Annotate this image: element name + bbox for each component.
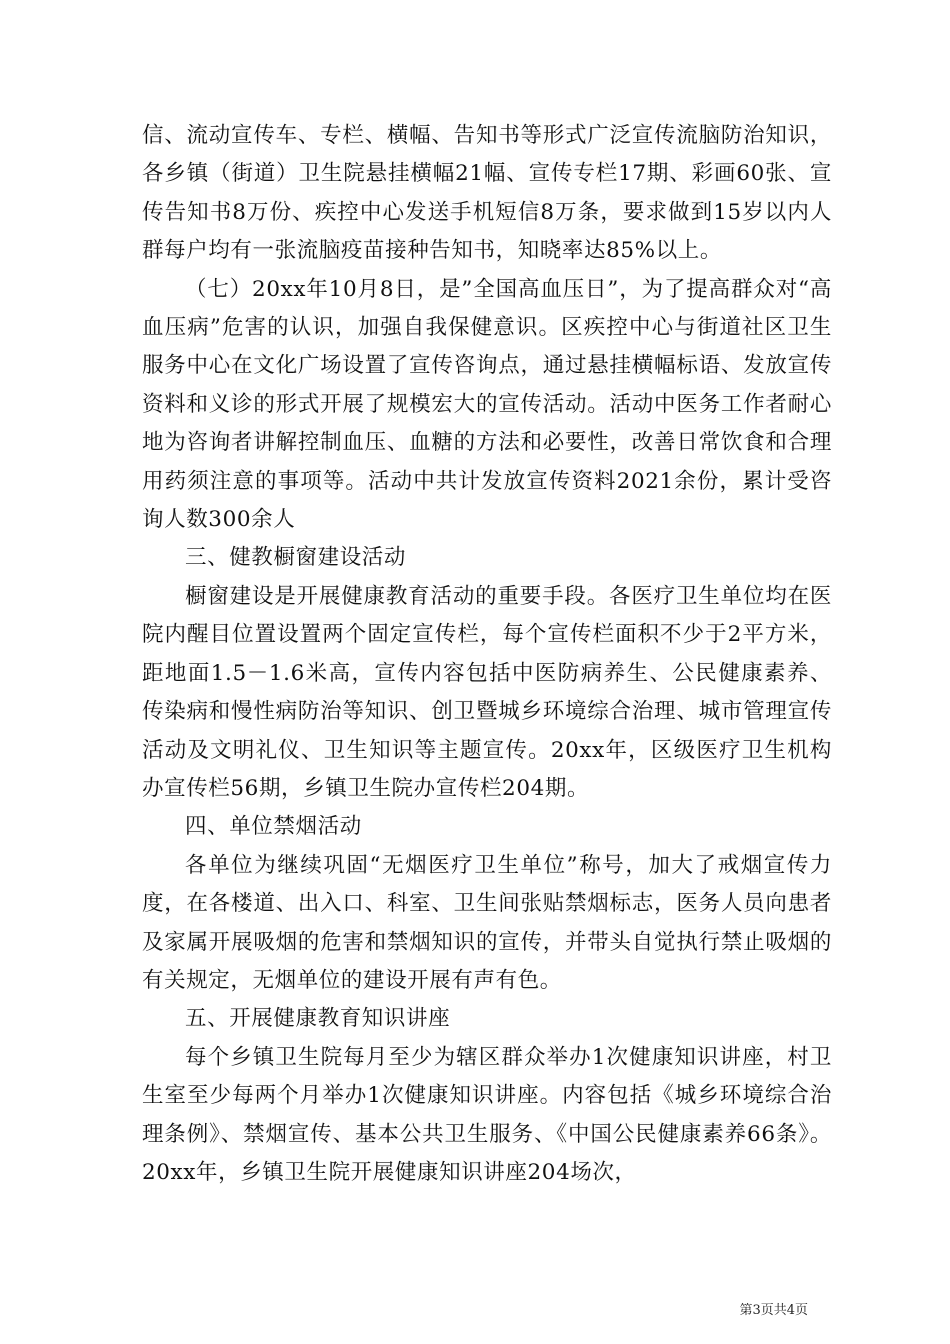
document-body: [142, 117, 832, 1192]
section-heading-lectures: 五、开展健康教育知识讲座: [185, 1006, 451, 1032]
page-number-footer: 第3页共4页: [739, 1303, 808, 1318]
paragraph-lectures: 每个乡镇卫生院每月至少为辖区群众举办1次健康知识讲座，村卫生室至少每两个月举办1次健康知识讲座。内容包括《城乡环境综合治理条例》、禁烟宣传、基本公共卫生服务、《中国公民健康素养66条》。20xx年，乡镇卫生院开展健康知识讲座204场次，: [142, 1044, 832, 1185]
paragraph-hypertension-day: （七）20xx年10月8日，是”全国高血压日”，为了提高群众对“高血压病”危害的认识，加强自我保健意识。区疾控中心与街道社区卫生服务中心在文化广场设置了宣传咨询点，通过悬挂横幅标语、发放宣传资料和义诊的形式开展了规模宏大的宣传活动。活动中医务工作者耐心地为咨询者讲解控制血压、血糖的方法和必要性，改善日常饮食和合理用药须注意的事项等。活动中共计发放宣传资料2021余份，累计受咨询人数300余人: [142, 276, 832, 533]
section-heading-smoking-ban: 四、单位禁烟活动: [185, 814, 362, 840]
section-heading-showcase: 三、健教橱窗建设活动: [185, 545, 407, 571]
paragraph-publicity-continued: 信、流动宣传车、专栏、横幅、告知书等形式广泛宣传流脑防治知识，各乡镇（街道）卫生院悬挂横幅21幅、宣传专栏17期、彩画60张、宣传告知书8万份、疾控中心发送手机短信8万条，要求做到15岁以内人群每户均有一张流脑疫苗接种告知书，知晓率达85%以上。: [142, 123, 832, 264]
paragraph-smoking-ban: 各单位为继续巩固“无烟医疗卫生单位”称号，加大了戒烟宣传力度，在各楼道、出入口、科室、卫生间张贴禁烟标志，医务人员向患者及家属开展吸烟的危害和禁烟知识的宣传，并带头自觉执行禁止吸烟的有关规定，无烟单位的建设开展有声有色。: [142, 852, 832, 993]
paragraph-showcase: 橱窗建设是开展健康教育活动的重要手段。各医疗卫生单位均在医院内醒目位置设置两个固定宣传栏，每个宣传栏面积不少于2平方米，距地面1.5－1.6米高，宣传内容包括中医防病养生、公民健康素养、传染病和慢性病防治等知识、创卫暨城乡环境综合治理、城市管理宣传活动及文明礼仪、卫生知识等主题宣传。20xx年，区级医疗卫生机构办宣传栏56期，乡镇卫生院办宣传栏204期。: [142, 583, 832, 801]
